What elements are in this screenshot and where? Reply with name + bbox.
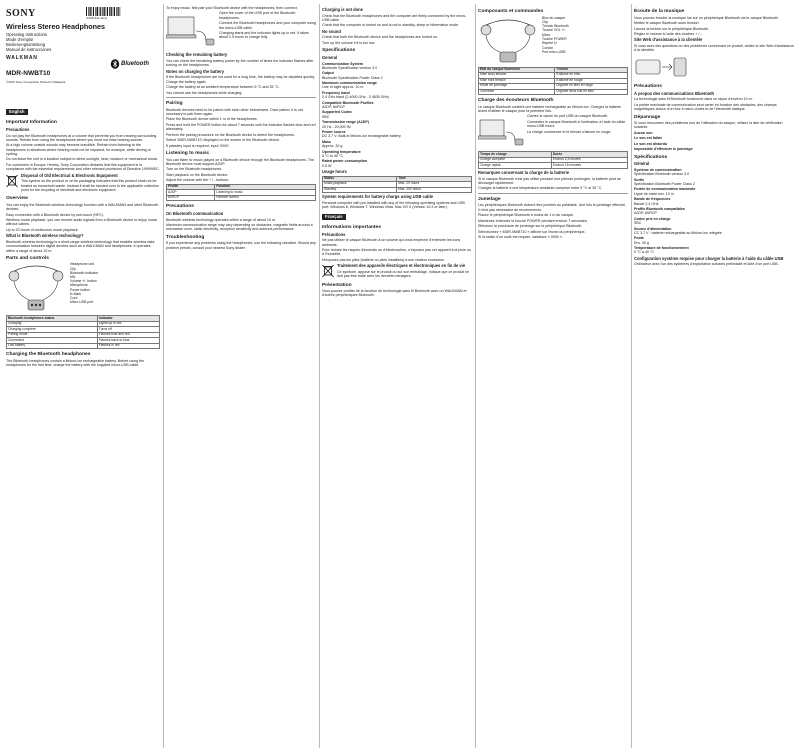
- part-label: Micro-USB port: [70, 300, 94, 305]
- paragraph: You can enjoy the Bluetooth wireless technology function with a WALKMAN and other Bluetooth devices.: [6, 202, 159, 212]
- troubleshoot-item: Le son est distordu: [634, 141, 668, 146]
- troubleshoot-item: Le son est faible: [634, 136, 663, 141]
- paragraph: Turn up the volume if it is too low.: [322, 40, 376, 45]
- language-tab-english: English: [6, 109, 28, 115]
- paragraph: N'exposez pas les piles (batterie ou piles installées) à une chaleur excessive.: [322, 257, 445, 262]
- spec-value: 0 °C to 40 °C: [322, 153, 344, 158]
- spec-label: Codec pris en charge: [634, 216, 671, 221]
- precautions-subtitle: On Bluetooth communication: [166, 210, 224, 216]
- fr-listening-title: Écoute de la musique: [634, 9, 685, 14]
- table-cell: Lights up in red: [97, 321, 159, 327]
- spec-value: A2DP, AVRCP: [322, 104, 345, 109]
- spec-label: Power source: [322, 130, 346, 135]
- spec-label: Source d'alimentation: [634, 226, 672, 231]
- spec-item: [322, 81, 472, 90]
- precautions-title: Precautions: [166, 204, 194, 210]
- spec-value: SBC: [634, 221, 642, 226]
- bluetooth-wordmark: Bluetooth: [121, 61, 149, 67]
- table-cell: Listening to music: [215, 190, 316, 196]
- parts-list: [70, 262, 98, 314]
- spec-value: CC 3,7 V : batterie rechargeable au lithium-ion intégrée: [634, 230, 722, 235]
- step: Open the cover of the USB port of the Bluetooth headphones.: [219, 11, 296, 20]
- spec-item: [322, 91, 472, 100]
- table-cell: Clignote deux fois en bleu: [555, 89, 628, 95]
- troubleshoot-item: Aucun son: [634, 130, 653, 135]
- paragraph: Ne pas utiliser le casque Bluetooth à un volume qui vous empêche d'entendre les sons ambiants.: [322, 238, 461, 247]
- paragraph: Maximum communication range may vary depending on obstacles, magnetic fields around a microwave oven, static electricity, reception sensitivity and antenna performance.: [166, 223, 313, 232]
- charging-steps-block: [166, 11, 316, 51]
- spec-label: Portée de communication maximale: [634, 187, 696, 192]
- spec-item: [322, 71, 472, 80]
- spec-label: Profils Bluetooth compatibles: [634, 207, 685, 212]
- part-label: Clip: [70, 266, 76, 271]
- barcode-number: 4-546-111-11(1): [86, 16, 108, 20]
- spec-value: Approx. 30 g: [322, 144, 343, 149]
- part-label: Micro: [542, 32, 551, 37]
- system-req-text: Personal computer with pre-installed with any of the following operating systems and USB port: Windows 8, Windows 7, Windows Vista, Mac OS X (Version 10.3 or later).: [322, 200, 465, 210]
- pairing-step: Place the Bluetooth device within 1 m of the headphones.: [166, 117, 258, 122]
- fr-charge-steps-block: [478, 114, 628, 150]
- spec-value: Spécification Bluetooth Power Class 2: [634, 182, 695, 186]
- spec-value: SBC: [322, 114, 330, 119]
- spec-item: [634, 217, 796, 226]
- table-cell: Charge complète: [479, 157, 552, 163]
- column-divider: [319, 4, 320, 748]
- charge-title: Charging the Bluetooth headphones: [6, 352, 91, 358]
- column-4: [478, 6, 628, 748]
- step: Ouvrez le cache du port USB du casque Bluetooth.: [527, 114, 609, 119]
- paragraph: Bluetooth wireless technology operates within a range of about 10 m.: [166, 217, 276, 222]
- spec-label: Système de communication: [634, 167, 682, 172]
- what-is-title: What is Bluetooth wireless technology?: [6, 233, 84, 239]
- divider: [166, 97, 316, 98]
- paragraph: Check that the Bluetooth headphones and the computer are firmly connected by the micro-USB cable.: [322, 13, 467, 22]
- table-cell: Mode de jumelage: [479, 84, 555, 90]
- table-row: [479, 163, 628, 169]
- paragraph: La technologie sans fil Bluetooth fonctionne dans un rayon d'environ 10 m.: [634, 97, 753, 102]
- support-site-title: Site Web d'assistance à la clientèle: [634, 37, 703, 43]
- listening-step: Start playback on the Bluetooth device.: [166, 172, 229, 177]
- table-cell: Music playback: [323, 182, 397, 188]
- spec-value: Bande 2,4 GHz: [634, 201, 659, 206]
- spec-label: Rated power consumption: [322, 159, 368, 164]
- note-item: If the Bluetooth headphones are not used for a long time, the battery may be depleted quickly. Charge the battery again.: [166, 75, 315, 84]
- spec-value: 0 °C à 40 °C: [634, 250, 655, 255]
- part-label: Touche POWER: [542, 37, 567, 42]
- nfc-touch-diagram: [634, 56, 704, 78]
- spec-label: Communication System: [322, 61, 363, 66]
- table-cell: Clignote en bleu et rouge: [555, 84, 628, 90]
- table-cell: Low battery: [7, 343, 98, 349]
- listening-step: Turn on the Bluetooth headphones.: [166, 167, 223, 172]
- fr-parts-block: [478, 16, 628, 66]
- table-header: Time: [397, 176, 472, 182]
- fr-troubleshoot-text: Si vous rencontrez des problèmes lors de l'utilisation du casque, utilisez la liste de vérification suivante.: [634, 121, 783, 130]
- part-label: Cordon: [542, 45, 554, 50]
- charging-issue-title: Charging is not done: [322, 7, 363, 12]
- table-header: État du casque Bluetooth: [479, 67, 555, 73]
- language-tab-francais: Français: [322, 214, 346, 220]
- table-cell: Environ 15 minutes: [551, 163, 627, 169]
- intro-text: To enjoy music, first pair your Bluetooth device with the headphones, then connect.: [166, 6, 298, 10]
- support-site-text: Si vous avez des questions ou des problèmes concernant ce produit, visitez le site Web d'assistance à la clientèle.: [634, 44, 795, 53]
- usb-charging-diagram: [478, 114, 524, 150]
- table-cell: Remote control: [215, 195, 316, 201]
- spec-label: Maximum communication range: [322, 81, 377, 86]
- notes-charge-title: Notes on charging the battery: [166, 68, 225, 74]
- overview-title: Overview: [6, 196, 28, 202]
- fr-parts-list: [542, 16, 569, 66]
- column-5: [634, 6, 796, 748]
- spec-label: Mass: [322, 139, 331, 144]
- spec-label: Compatible Bluetooth Profiles: [322, 100, 374, 105]
- copyright: ©2013 Sony Corporation Printed in Malaysia: [6, 80, 66, 84]
- step: Connectez le casque Bluetooth à l'ordinateur à l'aide du câble micro-USB fourni.: [527, 119, 626, 129]
- part-label: Témoin Bluetooth: [542, 24, 569, 29]
- column-1: [6, 6, 160, 748]
- usb-charging-diagram: [166, 11, 216, 51]
- fr-precautions-title: Précautions: [634, 84, 662, 90]
- fr-precautions-subtitle: À propos des communications Bluetooth: [634, 90, 715, 96]
- spec-label: Température de fonctionnement: [634, 246, 689, 251]
- table-cell: Standby: [323, 187, 397, 193]
- spec-label: Transmission range (A2DP): [322, 120, 369, 125]
- cover-header: [6, 6, 160, 106]
- fr-important-title: Informations importantes: [322, 224, 381, 230]
- table-cell: Max. 20 hours: [397, 182, 472, 188]
- paragraph: Easy connection with a Bluetooth device by one-touch (NFC).: [6, 212, 104, 217]
- part-label: N-Mark: [70, 291, 82, 296]
- important-info-title: Important Information: [6, 120, 57, 126]
- step: Charging starts and the indicator lights up in red. It takes about 2.5 hours to charge fully.: [219, 31, 309, 40]
- spec-value: Spécification Bluetooth version 3.0: [634, 172, 690, 177]
- spec-item: [634, 178, 796, 187]
- spec-value: 0.5 W: [322, 163, 332, 168]
- table-cell: S'allume en rouge: [555, 78, 628, 84]
- brand-logo: SONY: [6, 8, 36, 19]
- fr-charge-title: Charge des écouteurs Bluetooth: [478, 98, 554, 104]
- spec-item: [634, 227, 796, 236]
- table-cell: Charging: [7, 321, 98, 327]
- spec-value: Ligne de visée env. 10 m: [634, 191, 674, 196]
- table-header: Profile: [167, 184, 215, 190]
- table-cell: Pairing mode: [7, 332, 98, 338]
- disposal-title: Disposal of Old Electrical & Electronic Equipment: [21, 172, 118, 178]
- table-header: Function: [215, 184, 316, 190]
- spec-value: A2DP, AVRCP: [634, 211, 657, 216]
- spec-value: 20 Hz - 20,000 Hz: [322, 124, 351, 129]
- fr-precautions-subtitle: Précautions: [322, 231, 346, 237]
- spec-list: [322, 62, 472, 168]
- spec-item: [322, 159, 472, 168]
- table-header: Temps de charge: [479, 152, 552, 158]
- fr-presentation-title: Présentation: [322, 282, 352, 288]
- step: Connect the Bluetooth headphones and your computer using the micro-USB cable.: [219, 21, 316, 30]
- spec-item: [322, 62, 472, 71]
- column-2: [166, 6, 316, 748]
- bluetooth-logo: [110, 59, 158, 69]
- listening-title: Listening to music: [166, 150, 210, 156]
- table-cell: Mise hors tension: [479, 78, 555, 84]
- subtitle-fr: Mode d'emploi: [6, 36, 34, 42]
- table-header: Témoin: [555, 67, 628, 73]
- fr-pairing-title: Jumelage: [478, 196, 501, 202]
- pairing-step: Maintenez enfoncée la touche POWER pendant environ 7 secondes.: [478, 218, 588, 223]
- paragraph: Do not leave the unit in a location subject to direct sunlight, heat, moisture or mechanical shock.: [6, 157, 159, 162]
- pairing-step: If passkey input is required, input '0000'.: [166, 143, 230, 148]
- table-header: Durée: [551, 152, 627, 158]
- table-cell: Connected: [7, 338, 98, 344]
- table-cell: Mise sous tension: [479, 73, 555, 79]
- table-cell: Connecté: [479, 89, 555, 95]
- spec-label: Frequency band: [322, 90, 350, 95]
- listening-step: Lancez la lecture sur le périphérique Bluetooth.: [634, 26, 710, 31]
- note-item: You cannot use the headphones while charging.: [166, 90, 243, 95]
- listening-step: Réglez le volume à l'aide des touches + / -.: [634, 32, 703, 37]
- pairing-step: Sélectionnez « MDR-NWBT10 » affiché sur l'écran du périphérique.: [478, 229, 586, 234]
- column-divider: [163, 4, 164, 748]
- column-divider: [475, 4, 476, 748]
- spec-label: Bande de fréquences: [634, 197, 671, 202]
- fr-disposal-title: Traitement des appareils électriques et électroniques en fin de vie: [337, 263, 466, 269]
- spec-label: Supported Codec: [322, 110, 352, 115]
- table-cell: AVRCP: [167, 195, 215, 201]
- paragraph: For customers in Europe: Hereby, Sony Corporation declares that this equipment is in compliance with the essential requirements and other relevant provisions of Directive 1999/5/EC.: [6, 162, 160, 172]
- remark-item: Chargez la batterie à une température ambiante comprise entre 5 °C et 35 °C.: [478, 186, 603, 191]
- remark-item: Si le casque Bluetooth n'est pas utilisé pendant une période prolongée, la batterie peut se décharger rapidement.: [478, 176, 621, 185]
- part-label: Bloc du casque: [542, 15, 566, 20]
- table-cell: Max. 200 hours: [397, 187, 472, 193]
- subtitle-es: Manual de instrucciones: [6, 46, 52, 52]
- spec-value: DC 3.7 V: Built-in lithium-ion rechargeable battery: [322, 134, 401, 139]
- table-cell: Flashes blue and red: [97, 332, 159, 338]
- spec-item: [322, 150, 472, 159]
- paragraph: Do not play the Bluetooth headphones at a volume that prevents you from hearing surrounding sounds. Refrain from using the headphones where you must not miss hearing sounds.: [6, 133, 157, 142]
- table-header: Status: [323, 176, 397, 182]
- what-is-text: Bluetooth wireless technology is a short-range wireless technology that enables wireless data communication between digital devices such as a WALKMAN and headphones. It operates within a range of about 10 m.: [6, 239, 155, 253]
- table-cell: Flashes in red: [97, 343, 159, 349]
- part-label: Power button: [70, 287, 90, 292]
- spec-item: [322, 101, 472, 110]
- pairing-step: Placez le périphérique Bluetooth à moins de 1 m du casque.: [478, 213, 574, 218]
- usage-table: [322, 176, 472, 194]
- part-label: Repère N: [542, 41, 557, 46]
- paragraph: La portée maximale de communication peut varier en fonction des obstacles, des champs magnétiques autour d'un four à micro-ondes et de l'électricité statique.: [634, 102, 777, 112]
- spec-value: Line of sight approx. 10 m: [322, 85, 364, 90]
- spec-label: Poids: [634, 236, 644, 241]
- headphones-diagram: [6, 262, 66, 314]
- disposal-block: [6, 174, 160, 194]
- pairing-title: Pairing: [166, 101, 183, 107]
- usage-hours-title: Usage hours: [322, 168, 347, 174]
- spec-value: Bluetooth Specification version 3.0: [322, 65, 378, 70]
- divider: [478, 193, 628, 194]
- table-row: [323, 187, 472, 193]
- paragraph: Check that the computer is turned on and is not in standby, sleep or hibernation mode.: [322, 23, 460, 28]
- fr-disposal-block: [322, 264, 472, 279]
- part-label: Port micro-USB: [542, 49, 566, 54]
- pairing-step: Perform the pairing procedure on the Bluetooth device to detect the headphones.: [166, 132, 295, 137]
- bluetooth-icon: [110, 59, 120, 69]
- table-cell: Flashes twice in blue: [97, 338, 159, 344]
- troubleshooting-title: Troubleshooting: [166, 234, 205, 240]
- fr-config-text: Ordinateur avec l'un des systèmes d'exploitation suivants préinstallé et doté d'un port USB.: [634, 262, 779, 267]
- part-label: Touche VOL +/-: [542, 28, 566, 33]
- spec-label: Output: [322, 71, 334, 76]
- paragraph: Check that both the Bluetooth device and the headphones are turned on.: [322, 35, 438, 40]
- system-req-title: System requirements for battery charge using USB cable: [322, 194, 434, 200]
- table-header: Indicator: [97, 316, 159, 322]
- subtitle-de: Bedienungsanleitung: [6, 41, 46, 47]
- part-label: Bluetooth indicator: [70, 270, 99, 275]
- spec-item: [322, 110, 472, 119]
- battery-check-text: You can check the remaining battery power by the number of times the indicator flashes after turning on the headphones.: [166, 59, 314, 68]
- spec-label: Operating temperature: [322, 149, 361, 154]
- fr-spec-title: Spécifications: [634, 154, 668, 160]
- column-divider: [631, 4, 632, 748]
- table-row: [7, 343, 160, 349]
- listening-step: Adjust the volume with the + / - buttons.: [166, 178, 230, 183]
- pairing-step: Si la saisie d'un code est requise, saisissez « 0000 ».: [478, 235, 563, 240]
- crossed-bin-icon: [6, 174, 18, 188]
- precautions-subtitle: Precautions: [6, 126, 30, 132]
- spec-item: [322, 120, 472, 129]
- walkman-logo: WALKMAN: [6, 55, 38, 61]
- paragraph: Wireless music playback: you can receive audio signals from a Bluetooth device to enjoy music without cables.: [6, 218, 158, 227]
- pairing-step: Select 'MDR-NWBT10' displayed on the screen of the Bluetooth device.: [166, 138, 280, 143]
- spec-item: [634, 236, 796, 245]
- part-label: Microphone: [70, 283, 88, 288]
- manual-languages: [6, 33, 51, 53]
- table-row: [167, 195, 316, 201]
- troubleshoot-item: Impossible d'effectuer le jumelage: [634, 147, 693, 152]
- fr-remarks-title: Remarques concernant la charge de la batterie: [478, 169, 570, 175]
- part-label: Mic: [70, 275, 76, 280]
- table-cell: Environ 2,5 heures: [551, 157, 627, 163]
- model-number: MDR-NWBT10: [6, 70, 51, 77]
- profile-table: [166, 184, 316, 202]
- table-cell: Turns off: [97, 327, 159, 333]
- fr-pairing-text: Les périphériques Bluetooth doivent être jumelés au préalable. Une fois le jumelage effectué, il n'est pas nécessaire de recommencer.: [478, 203, 626, 212]
- fr-config-title: Configuration système requise pour charger la batterie à l'aide du câble USB: [634, 255, 784, 261]
- fr-presentation-text: Vous pouvez profiter de la fonction de technologie sans fil Bluetooth avec un WALKMAN et d'autres périphériques Bluetooth.: [322, 289, 467, 298]
- product-title: Wireless Stereo Headphones: [6, 22, 105, 31]
- spec-value: Bluetooth Specification Power Class 2: [322, 75, 383, 80]
- fr-charge-text: Le casque Bluetooth contient une batterie rechargeable au lithium-ion. Chargez la batterie avant d'utiliser le casque pour la première fois.: [478, 104, 622, 113]
- fr-indicator-table: [478, 67, 628, 96]
- listening-text: You can listen to music played on a Bluetooth device through the Bluetooth headphones. The Bluetooth device must support A2DP.: [166, 157, 315, 166]
- spec-item: [322, 130, 472, 139]
- spec-general-subtitle: General: [322, 54, 338, 60]
- fr-troubleshoot-title: Dépannage: [634, 114, 661, 120]
- listening-step: Mettez le casque Bluetooth sous tension.: [634, 21, 700, 26]
- step: La charge commence et le témoin s'allume en rouge.: [527, 129, 612, 134]
- paragraph: At a high volume outside sounds may become inaudible. Refrain from listening to the headphones in situations where hearing must not be impaired, for example, while driving or cycling.: [6, 143, 151, 156]
- headphones-diagram: [478, 16, 538, 66]
- spec-item: [322, 140, 472, 149]
- fr-disposal-text: Ce symbole, apposé sur le produit ou sur son emballage, indique que ce produit ne doit pas être traité avec les déchets ménagers.: [337, 269, 470, 279]
- fr-spec-subtitle: Général: [634, 161, 650, 167]
- indicator-table: [6, 315, 160, 349]
- pairing-step: Press and hold the POWER button for about 7 seconds until the indicator flashes blue and red alternately.: [166, 122, 316, 132]
- fr-spec-list: [634, 168, 796, 255]
- column-3: [322, 6, 472, 748]
- pairing-text: Bluetooth devices need to be paired with each other beforehand. Once paired, it is not necessary to pair them again.: [166, 107, 303, 116]
- charge-text: The Bluetooth headphones contain a lithium-ion rechargeable battery. Before using the headphones for the first time, charge the battery with the supplied micro-USB cable.: [6, 359, 144, 368]
- table-cell: S'allume en bleu: [555, 73, 628, 79]
- components-title: Composants et commandes: [478, 9, 544, 14]
- spec-item: [634, 246, 796, 255]
- part-label: Headphone unit: [70, 262, 94, 267]
- disposal-text: This symbol on the product or on its packaging indicates that this product shall not be treated as household waste. Instead it shall be handed over to the applicable collection point for the recycling of electrical and electronic equipment.: [21, 179, 160, 192]
- table-header: Bluetooth headphones status: [7, 316, 98, 322]
- parts-title: Parts and controls: [6, 255, 49, 261]
- subtitle-en: Operating Instructions: [6, 32, 47, 37]
- pairing-step: Effectuez la procédure de jumelage sur le périphérique Bluetooth.: [478, 224, 583, 229]
- parts-block: [6, 262, 160, 314]
- troubleshooting-text: If you experience any problems using the headphones, use the following checklist. Should any problem persist, consult your nearest Sony dealer.: [166, 241, 316, 250]
- paragraph: Up to 20 hours of continuous music playback.: [6, 227, 79, 232]
- battery-check-title: Checking the remaining battery: [166, 52, 228, 58]
- part-label: Cord: [70, 296, 78, 301]
- table-row: [479, 89, 628, 95]
- spec-value: Env. 30 g: [634, 240, 649, 245]
- crossed-bin-icon: [322, 264, 334, 278]
- no-sound-title: No sound: [322, 28, 341, 34]
- part-label: Clip: [542, 19, 548, 24]
- table-cell: Charge rapide: [479, 163, 552, 169]
- table-cell: A2DP: [167, 190, 215, 196]
- fr-listening-text: Vous pouvez écouter la musique lue sur un périphérique Bluetooth via le casque Bluetooth.: [634, 15, 780, 20]
- table-cell: Charging complete: [7, 327, 98, 333]
- spec-item: [634, 207, 796, 216]
- part-label: Volume +/- button: [70, 279, 97, 284]
- spec-item: [634, 187, 796, 196]
- note-item: Charge the battery at an ambient temperature between 5 °C and 35 °C.: [166, 85, 280, 90]
- specifications-title: Specifications: [322, 48, 356, 54]
- paragraph: Pour réduire les risques d'incendie ou d'électrocution, n'exposez pas cet appareil à la pluie ou à l'humidité.: [322, 248, 471, 257]
- spec-item: [634, 197, 796, 206]
- charge-time-table: [478, 151, 628, 169]
- spec-label: Sortie: [634, 177, 645, 182]
- spec-value: 2.4 GHz band (2.4000 GHz - 2.4835 GHz): [322, 95, 390, 100]
- spec-item: [634, 168, 796, 177]
